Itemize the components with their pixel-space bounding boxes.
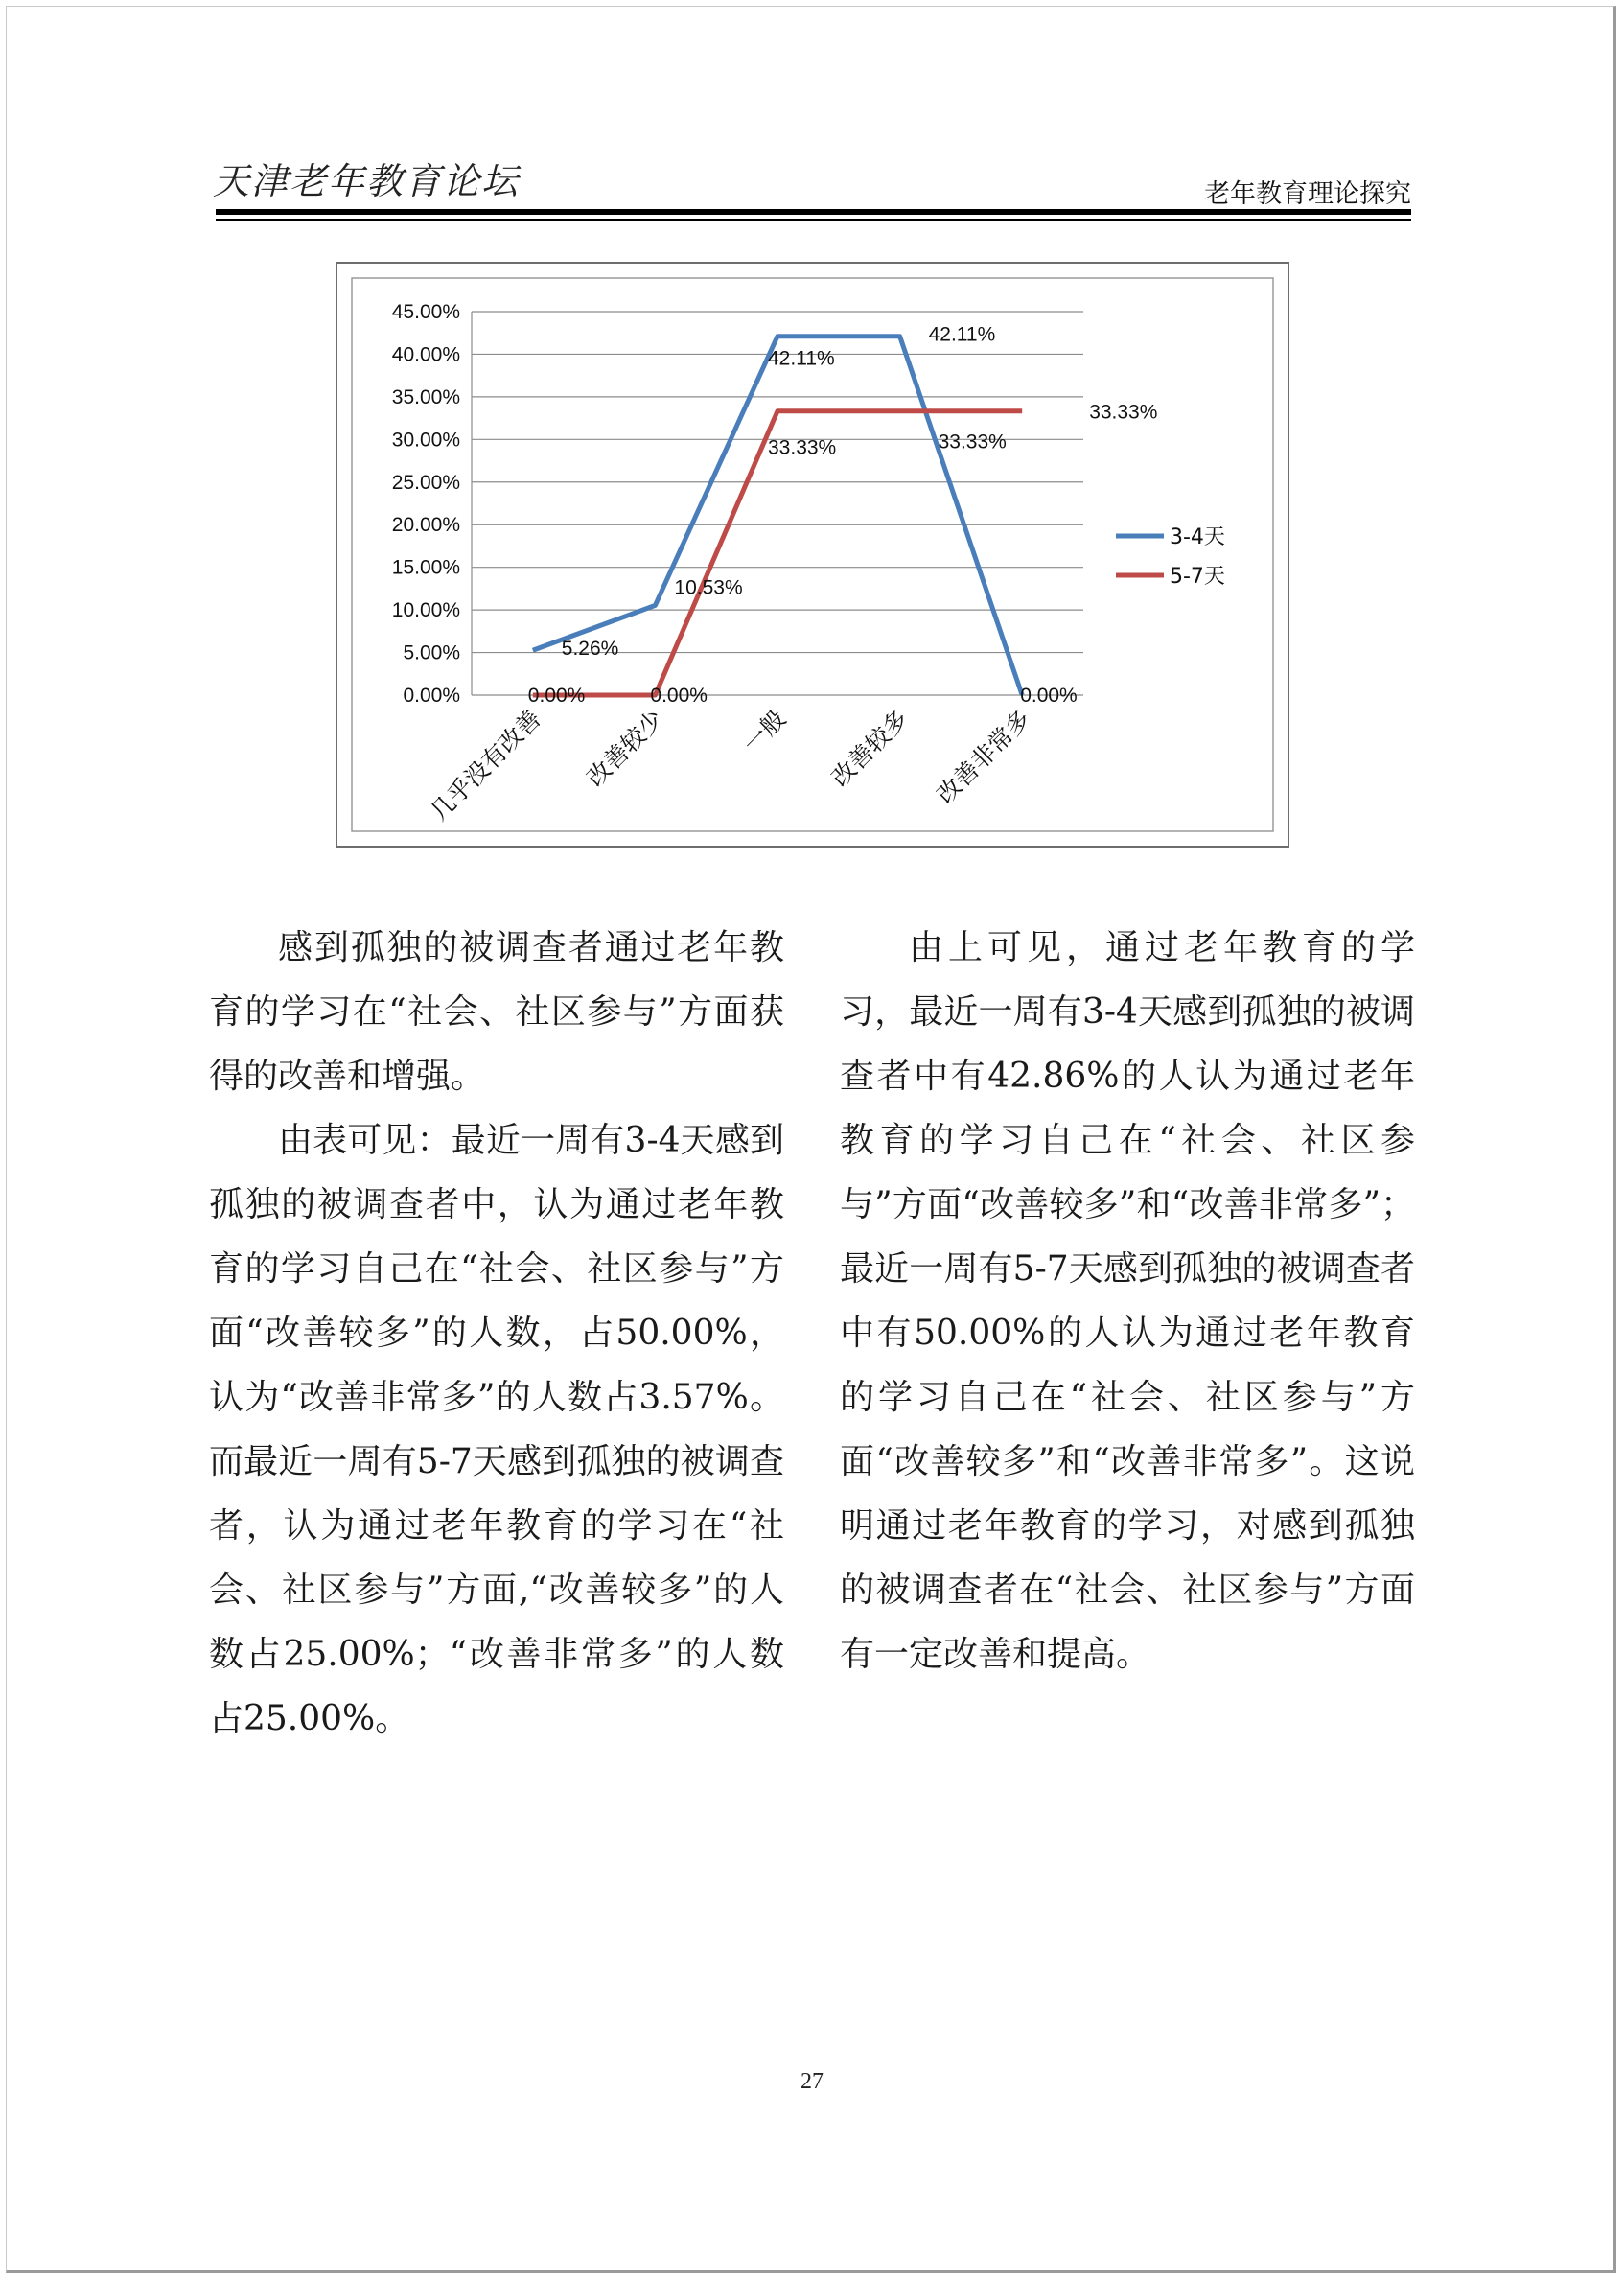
y-tick-label: 15.00% [391, 556, 460, 579]
y-tick-label: 20.00% [391, 514, 460, 537]
header-rule-thin [216, 219, 1411, 221]
data-label: 42.11% [768, 347, 835, 370]
data-label: 0.00% [650, 685, 708, 707]
y-tick-label: 5.00% [403, 641, 460, 664]
y-tick-label: 10.00% [391, 599, 460, 622]
data-label: 10.53% [674, 576, 743, 599]
data-label: 5.26% [561, 638, 619, 661]
paragraph: 由上可见，通过老年教育的学习，最近一周有3-4天感到孤独的被调查者中有42.86%的人认为通过老年教育的学习自己在“社会、社区参与”方面“改善较多”和“改善非常多”； 最近一周有5-7天感到孤独的被调查者中有50.00%的人认为通过老年教育的学习自己在“社会、社区参与”方面“改善较多”和“改善非常多”。这说明通过老年教育的学习，对感到孤独的被调查者在“社会、社区参与”方面有一定改善和提高。 [840, 928, 1415, 1674]
x-tick-label: 改善较多 [825, 704, 914, 792]
data-label: 33.33% [768, 436, 837, 459]
legend-label: 5-7天 [1170, 565, 1225, 589]
y-tick-label: 30.00% [391, 429, 460, 452]
y-tick-label: 0.00% [403, 685, 460, 707]
data-label: 33.33% [1089, 401, 1158, 424]
page-number: 27 [800, 2069, 824, 2094]
text-column-left [209, 916, 784, 1751]
paragraph: 由表可见：最近一周有3-4天感到孤独的被调查者中，认为通过老年教育的学习自己在“社会、社区参与”方面“改善较多”的人数，占50.00%，认为“改善非常多”的人数占3.57%。而最近一周有5-7天感到孤独的被调查者，认为通过老年教育的学习在“社会、社区参与”方面,“改善较多”的人数占25.00%；“改善非常多”的人数占25.00%。 [209, 1121, 784, 1738]
line-chart [337, 264, 1288, 846]
section-title: 老年教育理论探究 [1204, 179, 1411, 209]
paragraph: 感到孤独的被调查者通过老年教育的学习在“社会、社区参与”方面获得的改善和增强。 [209, 928, 784, 1096]
x-tick-label: 几乎没有改善 [425, 704, 547, 826]
chart-container [336, 262, 1289, 848]
data-label: 33.33% [938, 431, 1007, 454]
data-label: 0.00% [1020, 685, 1078, 707]
legend-label: 3-4天 [1170, 525, 1225, 549]
y-tick-label: 35.00% [391, 385, 460, 408]
journal-logo: 天津老年教育论坛 [213, 160, 521, 202]
x-tick-label: 改善非常多 [931, 704, 1036, 809]
data-label: 42.11% [928, 323, 996, 346]
text-column-right [840, 916, 1415, 1687]
data-label: 0.00% [527, 685, 586, 707]
x-tick-label: 改善较少 [581, 704, 669, 792]
y-tick-label: 45.00% [391, 301, 460, 323]
header-rule [216, 209, 1411, 215]
y-tick-label: 25.00% [391, 471, 460, 494]
x-tick-label: 一般 [737, 704, 792, 758]
y-tick-label: 40.00% [391, 343, 460, 366]
